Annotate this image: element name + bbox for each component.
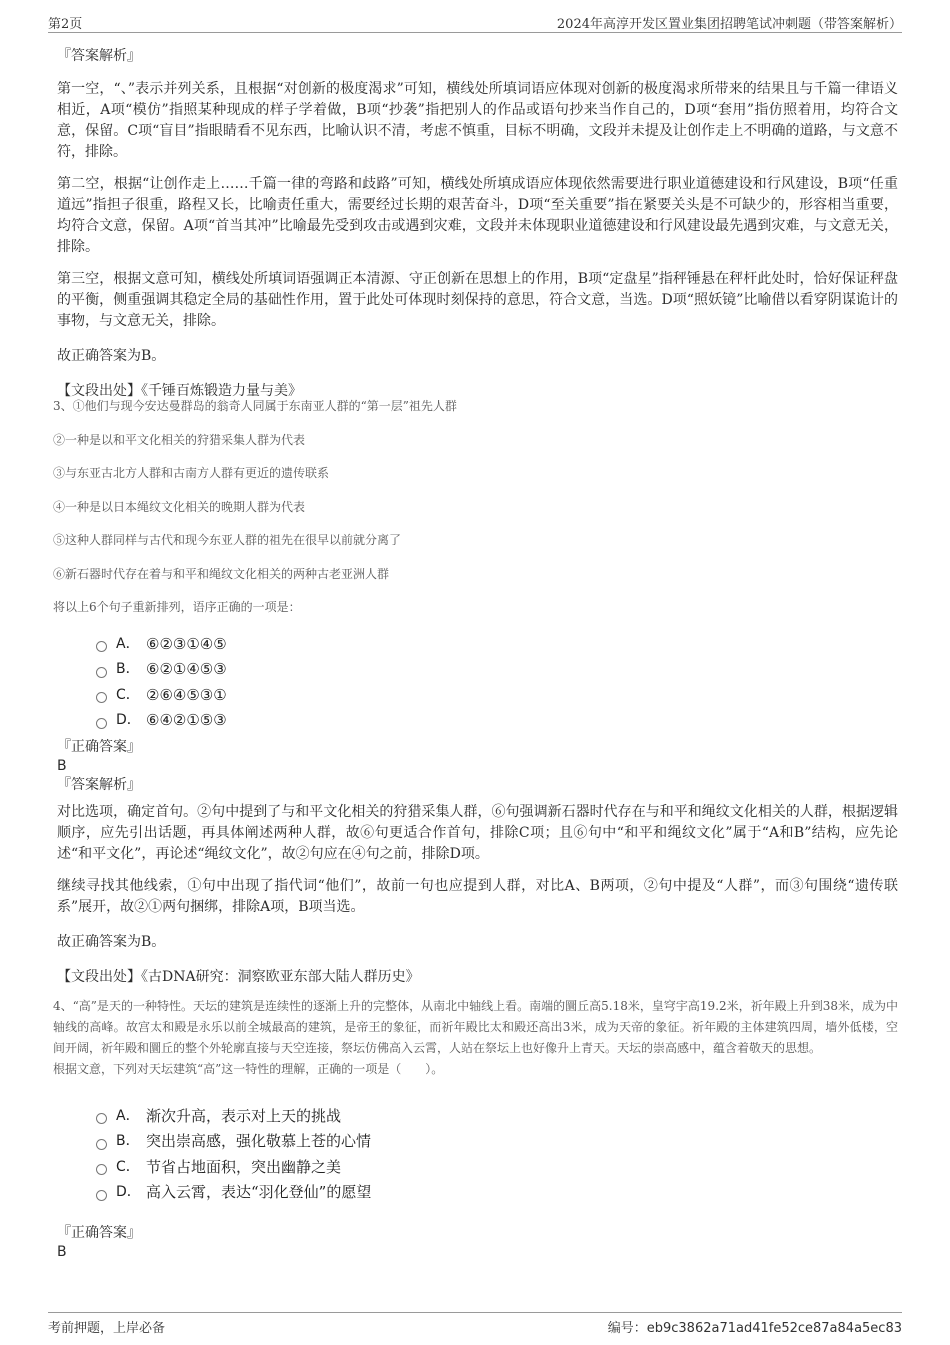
option-a[interactable]: A． 渐次升高，表示对上天的挑战 (96, 1103, 371, 1129)
sentence-line: ⑤这种人群同样与古代和现今东亚人群的祖先在很早以前就分离了 (53, 533, 402, 547)
q4-answer (57, 1224, 141, 1262)
q3-answer (57, 738, 141, 795)
analysis-paragraph: 对比选项，确定首句。②句中提到了与和平文化相关的狩猎采集人群，⑥句强调新石器时代存在与和平和绳纹文化相关的人群，根据逻辑顺序，应先引出话题，再具体阐述两种人群，故⑥句更适合作首句，排除C项；且⑥句中“和平和绳纹文化”属于“A和B”结构，应先论述“和平文化”，再论述“绳纹文化”，故②句应在④句之前，排除D项。 (57, 804, 898, 862)
radio-button[interactable] (96, 641, 107, 652)
answer-tag: 『正确答案』 (57, 1225, 141, 1241)
q3-stem (53, 396, 898, 631)
question-prompt: 将以上6个句子重新排列，语序正确的一项是： (53, 600, 301, 614)
option-b[interactable]: B． 突出崇高感，强化敬慕上苍的心情 (96, 1129, 371, 1155)
option-b[interactable]: B． ⑥②①④⑤③ (96, 657, 227, 683)
analysis-paragraph: 继续寻找其他线索，①句中出现了指代词“他们”，故前一句也应提到人群，对比A、B两项，②句中提及“人群”，而③句围绕“遗传联系”展开，故②①两句捆绑，排除A项，B项当选。 (57, 878, 898, 915)
footer-slogan: 考前押题，上岸必备 (48, 1321, 166, 1336)
analysis-paragraph: 第二空，根据“让创作走上……千篇一律的弯路和歧路”可知，横线处所填成语应体现依然需要进行职业道德建设和行风建设，B项“任重道远”指担子很重，路程又长，比喻责任重大，需要经过长期的艰苦奋斗，D项“至关重要”指在紧要关头是不可缺少的，形容相当重要，均符合文意，保留。A项“首当其冲”比喻最先受到攻击或遇到灾难，文段并未体现职业道德建设和行风建设最先遇到灾难，与文意无关，排除。 (57, 176, 898, 255)
answer-statement: 故正确答案为B。 (57, 348, 166, 364)
page-number: 第2页 (48, 17, 83, 32)
q2-analysis-section (57, 45, 898, 402)
sentence-line: ③与东亚古北方人群和古南方人群有更近的遗传联系 (53, 466, 330, 480)
page-header (48, 10, 902, 33)
sentence-line: ⑥新石器时代存在着与和平和绳纹文化相关的两种古老亚洲人群 (53, 566, 390, 581)
answer-tag: 『正确答案』 (57, 739, 141, 755)
sentence-line: ④一种是以日本绳纹文化相关的晚期人群为代表 (53, 499, 306, 514)
analysis-paragraph: 第三空，根据文意可知，横线处所填词语强调正本清源、守正创新在思想上的作用，B项“定盘星”指秤锤悬在秤杆此处时，恰好保证秤盘的平衡，侧重强调其稳定全局的基础性作用，置于此处可体现时刻保持的意思，符合文意，当选。D项“照妖镜”比喻借以看穿阴谋诡计的事物，与文意无关，排除。 (57, 271, 898, 329)
document-code: 编号：eb9c3862a71ad41fe52ce87a84a5ec83 (607, 1321, 902, 1336)
option-c[interactable]: C． ②⑥④⑤③① (96, 682, 227, 708)
q3-options (96, 631, 227, 733)
option-a[interactable]: A． ⑥②③①④⑤ (96, 631, 227, 657)
option-c[interactable]: C． 节省占地面积，突出幽静之美 (96, 1154, 371, 1180)
analysis-tag: 『答案解析』 (57, 48, 141, 64)
radio-button[interactable] (96, 718, 107, 729)
radio-button[interactable] (96, 1164, 107, 1175)
source-citation: 【文段出处】《千锤百炼锻造力量与美》 (57, 383, 302, 399)
sentence-line: ②一种是以和平文化相关的狩猎采集人群为代表 (53, 432, 306, 447)
radio-button[interactable] (96, 1139, 107, 1150)
radio-button[interactable] (96, 1113, 107, 1124)
radio-button[interactable] (96, 1190, 107, 1201)
page-footer (48, 1312, 902, 1335)
option-d[interactable]: D． 高入云霄，表达“羽化登仙”的愿望 (96, 1180, 371, 1206)
radio-button[interactable] (96, 692, 107, 703)
radio-button[interactable] (96, 667, 107, 678)
answer-value: B (57, 758, 67, 774)
q4-options (96, 1103, 371, 1205)
source-citation: 【文段出处】《古DNA研究：洞察欧亚东部大陆人群历史》 (57, 969, 420, 985)
question-prompt: 根据文意，下列对天坛建筑“高”这一特性的理解，正确的一项是（ ）。 (53, 1062, 444, 1076)
sentence-line: 3、①他们与现今安达曼群岛的翁奇人同属于东南亚人群的“第一层”祖先人群 (53, 399, 457, 413)
document-title: 2024年高淳开发区置业集团招聘笔试冲刺题（带答案解析） (556, 17, 902, 32)
q3-analysis-section (57, 802, 898, 988)
option-d[interactable]: D． ⑥④②①⑤③ (96, 708, 227, 734)
passage: 4、“高”是天的一种特性。天坛的建筑是连续性的逐渐上升的完整体，从南北中轴线上看。南端的圜丘高5.18米，皇穹宇高19.2米，祈年殿上升到38米，成为中轴线的高峰。故宫太和殿是永乐以前全城最高的建筑，是帝王的象征，而祈年殿比太和殿还高出3米，成为天帝的象征。祈年殿的主体建筑四周，墙外低楼，空间开阔，祈年殿和圜丘的整个外轮廓直接与天空连接，祭坛仿佛高入云霄，人站在祭坛上也好像升上青天。天坛的崇高感中，蕴含着敬天的思想。 (53, 999, 898, 1055)
analysis-paragraph: 第一空，“、”表示并列关系，且根据“对创新的极度渴求”可知，横线处所填词语应体现对创新的极度渴求所带来的结果且与千篇一律语义相近，A项“模仿”指照某种现成的样子学着做，B项“抄袭”指把别人的作品或语句抄来当作自己的，D项“套用”指仿照着用，均符合文意，保留。C项“盲目”指眼睛看不见东西，比喻认识不清，考虑不慎重，目标不明确，文段并未提及让创作走上不明确的道路，与文意不符，排除。 (57, 81, 898, 160)
analysis-tag: 『答案解析』 (57, 777, 141, 793)
answer-statement: 故正确答案为B。 (57, 934, 166, 950)
q4-stem (53, 996, 898, 1080)
answer-value: B (57, 1244, 67, 1260)
